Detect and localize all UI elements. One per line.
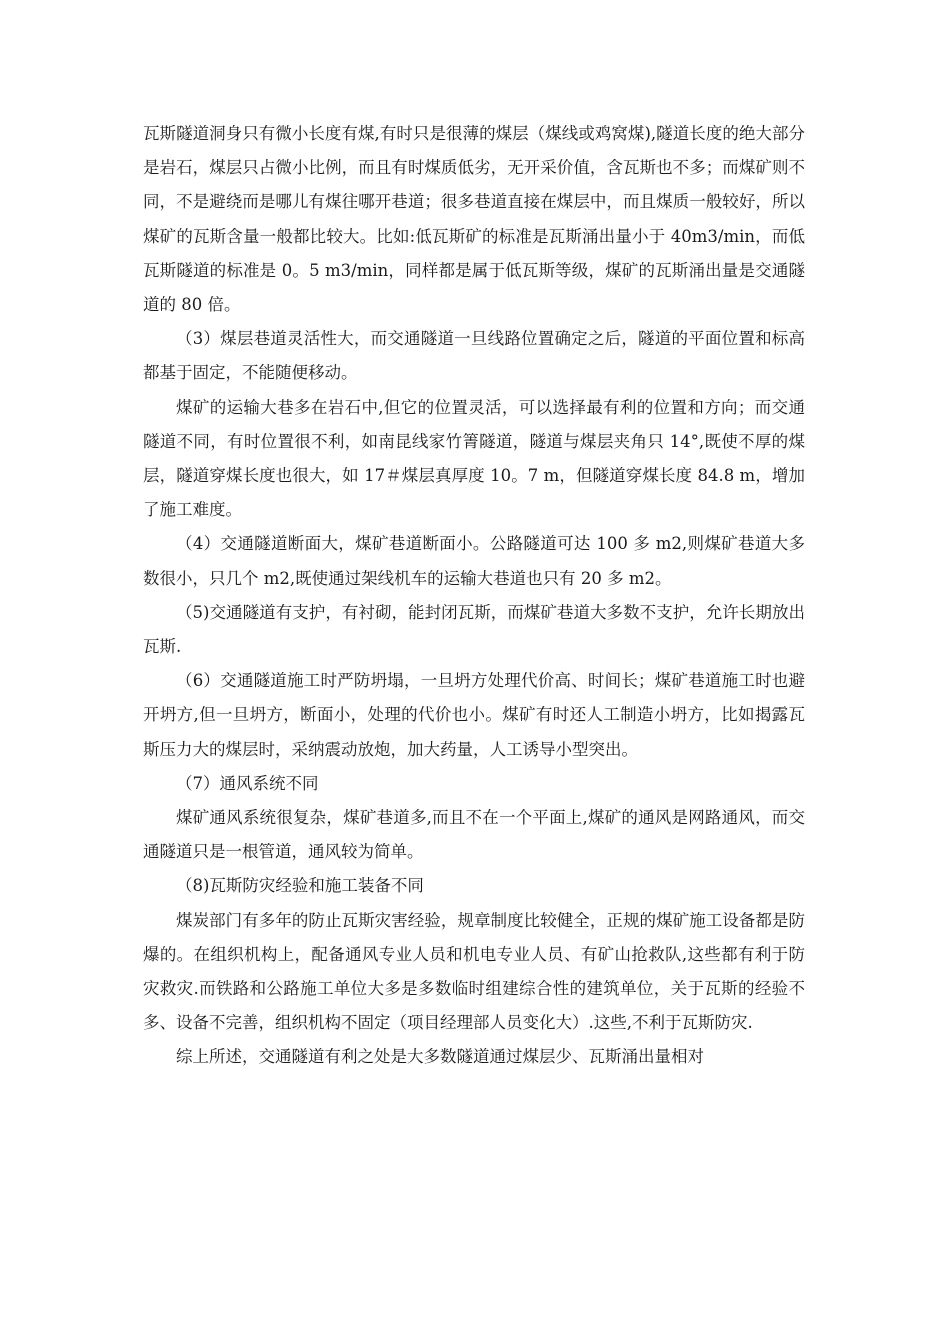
heading-item-7: （7）通风系统不同: [176, 773, 319, 793]
paragraph-haulage-roadway: 煤矿的运输大巷多在岩石中,但它的位置灵活，可以选择最有利的位置和方向；而交通隧道不同，有时位置很不利，如南昆线家竹箐隧道，隧道与煤层夹角只 14°,既使不厚的煤层，隧道穿煤长度也很大，如 17＃煤层真厚度 10。7 m，但隧道穿煤长度 84.8 m，增加了施工难度。: [143, 397, 805, 520]
paragraph-gas-comparison: 瓦斯隧道洞身只有微小长度有煤,有时只是很薄的煤层（煤线或鸡窝煤),隧道长度的绝大部分是岩石，煤层只占微小比例，而且有时煤质低劣，无开采价值，含瓦斯也不多；而煤矿则不同，不是避绕而是哪儿有煤往哪开巷道；很多巷道直接在煤层中，而且煤质一般较好，所以煤矿的瓦斯含量一般都比较大。比如:低瓦斯矿的标准是瓦斯涌出量小于 40m3/min，而低瓦斯隧道的标准是 0。5 m3/min，同样都是属于低瓦斯等级，煤矿的瓦斯涌出量是交通隧道的 80 倍。: [143, 124, 805, 315]
paragraph-item-5: （5)交通隧道有支护，有衬砌，能封闭瓦斯，而煤矿巷道大多数不支护，允许长期放出瓦斯.: [143, 602, 805, 657]
paragraph-ventilation: 煤矿通风系统很复杂，煤矿巷道多,而且不在一个平面上,煤矿的通风是网路通风，而交通隧道只是一根管道，通风较为简单。: [143, 808, 805, 862]
paragraph-item-6: （6）交通隧道施工时严防坍塌，一旦坍方处理代价高、时间长；煤矿巷道施工时也避开坍方,但一旦坍方，断面小，处理的代价也小。煤矿有时还人工制造小坍方，比如揭露瓦斯压力大的煤层时，采纳震动放炮，加大药量，人工诱导小型突出。: [143, 671, 805, 759]
paragraph-item-4: （4）交通隧道断面大，煤矿巷道断面小。公路隧道可达 100 多 m2,则煤矿巷道大多数很小，只几个 m2,既使通过架线机车的运输大巷道也只有 20 多 m2。: [143, 534, 805, 588]
paragraph-summary: 综上所述，交通隧道有利之处是大多数隧道通过煤层少、瓦斯涌出量相对: [176, 1047, 704, 1067]
document-body: [143, 117, 805, 1075]
heading-item-8: （8)瓦斯防灾经验和施工装备不同: [176, 876, 424, 896]
paragraph-item-3: （3）煤层巷道灵活性大，而交通隧道一旦线路位置确定之后，隧道的平面位置和标高都基于固定，不能随便移动。: [143, 329, 805, 383]
paragraph-disaster-prevention: 煤炭部门有多年的防止瓦斯灾害经验，规章制度比较健全，正规的煤矿施工设备都是防爆的。在组织机构上，配备通风专业人员和机电专业人员、有矿山抢救队,这些都有利于防灾救灾.而铁路和公路施工单位大多是多数临时组建综合性的建筑单位，关于瓦斯的经验不多、设备不完善，组织机构不固定（项目经理部人员变化大）.这些,不利于瓦斯防灾.: [143, 910, 805, 1033]
